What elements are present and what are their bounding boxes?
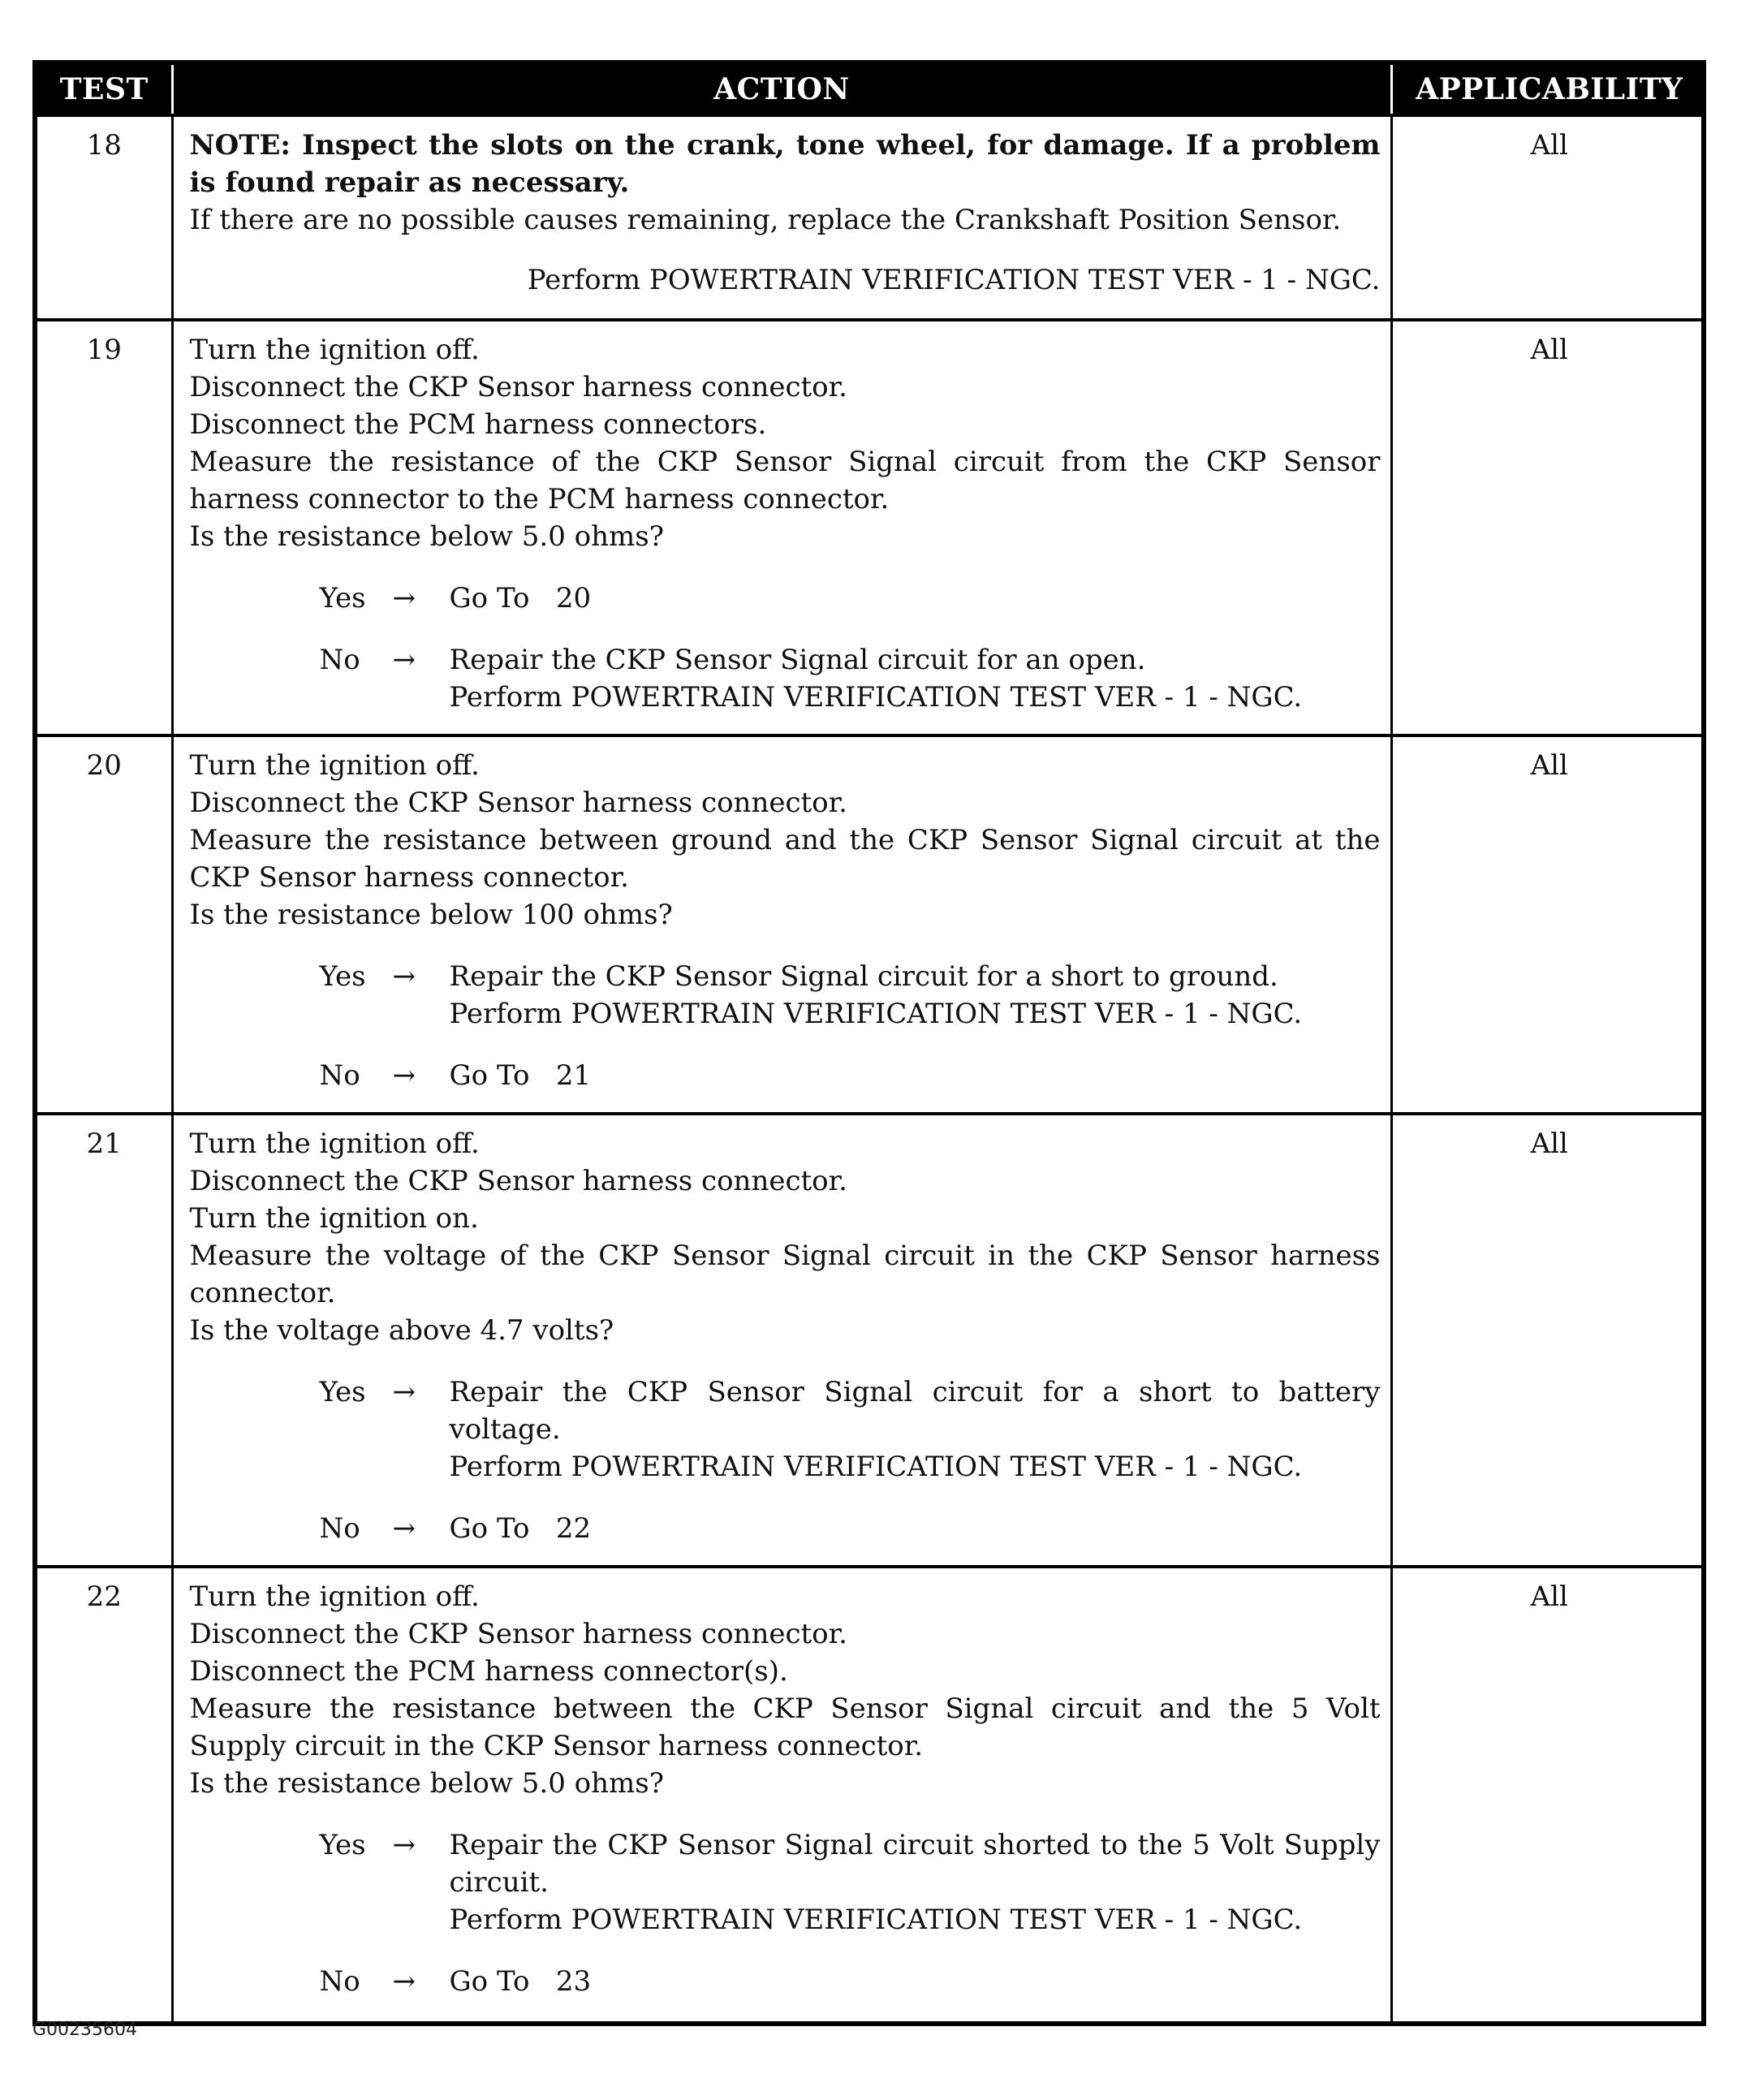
applicability-value: All — [1391, 1114, 1706, 1567]
table-row — [37, 115, 1706, 320]
arrow-right-icon: → — [392, 960, 416, 993]
result-body — [450, 958, 1381, 1033]
action-line: If there are no possible causes remaining, replace the Crankshaft Position Sensor. — [189, 204, 1342, 236]
result-body — [450, 1826, 1381, 1938]
result-text: Repair the CKP Sensor Signal circuit for a short to battery voltage. — [449, 1376, 1381, 1446]
result-no — [190, 641, 1381, 716]
table-row — [37, 1567, 1706, 2021]
arrow-right-icon: → — [392, 1829, 416, 1861]
result-text: Perform POWERTRAIN VERIFICATION TEST VER - 1 - NGC. — [449, 998, 1303, 1030]
action-cell — [172, 1114, 1391, 1567]
action-line: Turn the ignition off. — [189, 1128, 480, 1160]
action-line: Turn the ignition on. — [189, 1202, 479, 1235]
header-action: ACTION — [172, 65, 1391, 115]
applicability-value: All — [1391, 1567, 1706, 2021]
result-text: Repair the CKP Sensor Signal circuit for an open. — [449, 644, 1146, 676]
result-text: Perform POWERTRAIN VERIFICATION TEST VER - 1 - NGC. — [449, 1904, 1303, 1936]
result-label: No — [319, 1059, 360, 1092]
result-label: No — [319, 1965, 360, 1998]
applicability-value: All — [1391, 115, 1706, 320]
action-line: Turn the ignition off. — [189, 749, 480, 782]
result-label: No — [319, 1512, 360, 1545]
table-row — [37, 1114, 1706, 1567]
arrow-right-icon: → — [392, 582, 416, 614]
action-line: Is the resistance below 5.0 ohms? — [189, 1767, 664, 1800]
result-label: Yes — [319, 1376, 366, 1408]
action-line: Measure the resistance between the CKP Sensor Signal circuit and the 5 Volt Supply circuit in the CKP Sensor harness connector. — [189, 1693, 1381, 1762]
result-body — [450, 1963, 1381, 2000]
diagnostic-test-table — [32, 60, 1706, 2026]
result-body — [450, 580, 1381, 617]
action-line: Is the resistance below 5.0 ohms? — [189, 520, 664, 553]
result-yes — [190, 580, 1381, 617]
action-line: Measure the resistance of the CKP Sensor Signal circuit from the CKP Sensor harness connector to the PCM harness connector. — [189, 446, 1381, 515]
result-label: Yes — [319, 960, 366, 993]
action-line: Disconnect the CKP Sensor harness connector. — [189, 371, 847, 403]
action-cell — [172, 115, 1391, 320]
result-text: Repair the CKP Sensor Signal circuit for a short to ground. — [449, 960, 1278, 993]
action-line: Measure the resistance between ground and the CKP Sensor Signal circuit at the CKP Sensor harness connector. — [189, 824, 1381, 894]
action-cell — [172, 735, 1391, 1114]
table-row — [37, 735, 1706, 1114]
applicability-value: All — [1391, 320, 1706, 735]
result-no — [190, 1057, 1381, 1094]
arrow-right-icon: → — [392, 1965, 416, 1998]
applicability-value: All — [1391, 735, 1706, 1114]
result-body — [450, 1510, 1381, 1547]
table-row — [37, 320, 1706, 735]
action-line: Disconnect the CKP Sensor harness connector. — [189, 1618, 847, 1650]
arrow-right-icon: → — [392, 1059, 416, 1092]
result-text: Go To 20 — [449, 582, 592, 614]
test-number: 18 — [37, 115, 172, 320]
test-number: 20 — [37, 735, 172, 1114]
result-label: Yes — [319, 1829, 366, 1861]
result-yes — [190, 1826, 1381, 1938]
perform-text: Perform POWERTRAIN VERIFICATION TEST VER - 1 - NGC. — [527, 264, 1381, 296]
action-line: Disconnect the PCM harness connectors. — [189, 408, 767, 441]
action-line: Disconnect the CKP Sensor harness connector. — [189, 787, 847, 819]
result-yes — [190, 1373, 1381, 1486]
result-no — [190, 1510, 1381, 1547]
result-text: Go To 22 — [449, 1512, 592, 1545]
result-text: Perform POWERTRAIN VERIFICATION TEST VER - 1 - NGC. — [449, 681, 1303, 714]
result-no — [190, 1963, 1381, 2000]
result-text: Repair the CKP Sensor Signal circuit shorted to the 5 Volt Supply circuit. — [449, 1829, 1381, 1899]
action-line: Disconnect the PCM harness connector(s). — [189, 1655, 788, 1688]
figure-id: G00235604 — [32, 2020, 138, 2040]
header-test: TEST — [37, 65, 172, 115]
arrow-right-icon: → — [392, 1376, 416, 1408]
header-row — [37, 65, 1706, 115]
test-table — [37, 65, 1706, 2021]
action-line: Is the resistance below 100 ohms? — [189, 899, 673, 931]
action-cell — [172, 320, 1391, 735]
result-body — [450, 1057, 1381, 1094]
test-number: 21 — [37, 1114, 172, 1567]
arrow-right-icon: → — [392, 644, 416, 676]
header-applicability: APPLICABILITY — [1391, 65, 1706, 115]
result-label: Yes — [319, 582, 366, 614]
action-line: Turn the ignition off. — [189, 1580, 480, 1613]
action-cell — [172, 1567, 1391, 2021]
result-text: Perform POWERTRAIN VERIFICATION TEST VER - 1 - NGC. — [449, 1451, 1303, 1483]
action-line: Turn the ignition off. — [189, 334, 480, 366]
action-line: Is the voltage above 4.7 volts? — [189, 1314, 614, 1347]
test-number: 22 — [37, 1567, 172, 2021]
result-text: Go To 21 — [449, 1059, 592, 1092]
result-body — [450, 1373, 1381, 1486]
result-label: No — [319, 644, 360, 676]
action-line: Measure the voltage of the CKP Sensor Signal circuit in the CKP Sensor harness connector. — [189, 1240, 1381, 1309]
result-body — [450, 641, 1381, 716]
arrow-right-icon: → — [392, 1512, 416, 1545]
test-number: 19 — [37, 320, 172, 735]
result-text: Go To 23 — [449, 1965, 592, 1998]
result-yes — [190, 958, 1381, 1033]
note-text: NOTE: Inspect the slots on the crank, tone wheel, for damage. If a problem is found repair as necessary. — [189, 129, 1381, 199]
action-line: Disconnect the CKP Sensor harness connector. — [189, 1165, 847, 1197]
